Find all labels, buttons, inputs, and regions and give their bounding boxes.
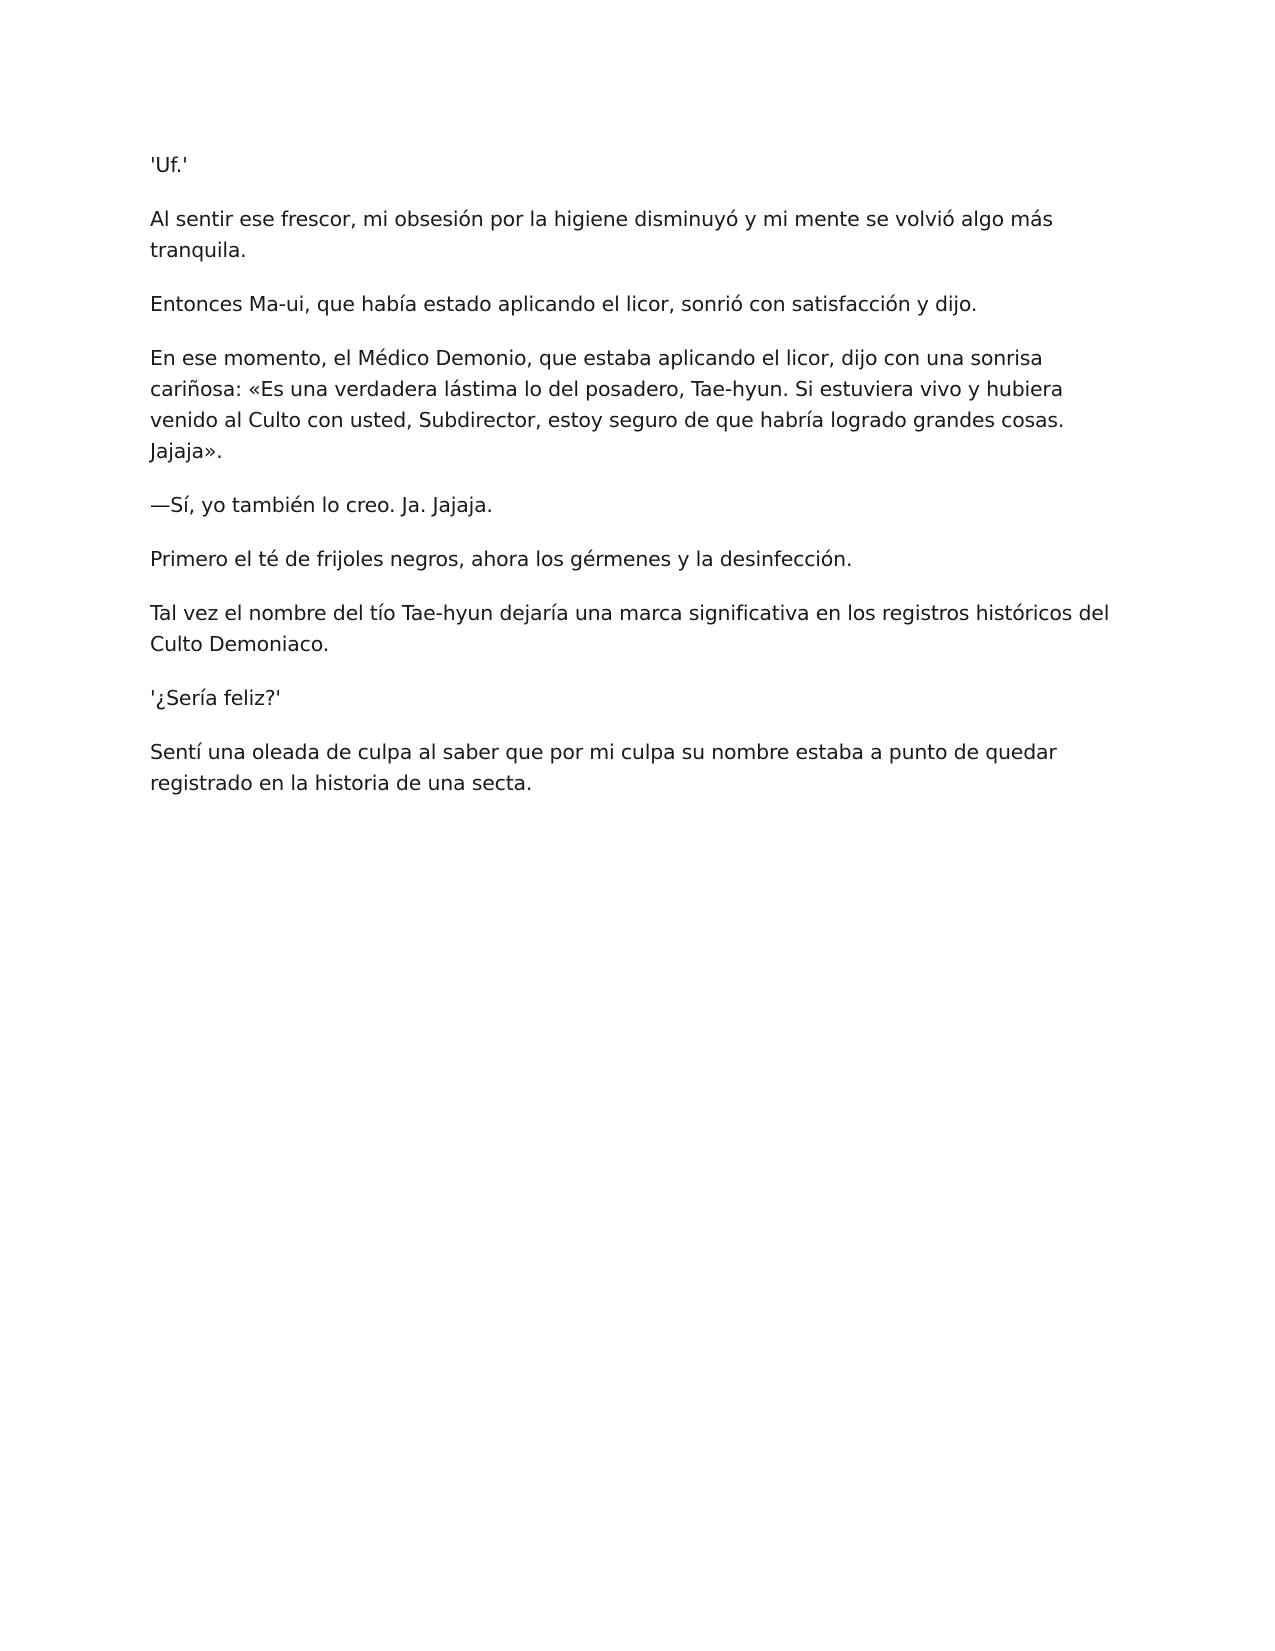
paragraph: En ese momento, el Médico Demonio, que estaba aplicando el licor, dijo con una sonrisa cariñosa: «Es una verdadera lástima lo del posadero, Tae-hyun. Si estuviera vivo y hubiera venido al Culto con usted, Subdirector, estoy seguro de que habría logrado grandes cosas. Jajaja».	[150, 346, 1065, 463]
paragraph: Entonces Ma-ui, que había estado aplicando el licor, sonrió con satisfacción y dijo.	[150, 292, 978, 316]
paragraph: 'Uf.'	[150, 153, 188, 177]
paragraph: '¿Sería feliz?'	[150, 686, 281, 710]
paragraph: Tal vez el nombre del tío Tae-hyun dejaría una marca significativa en los registros históricos del Culto Demoniaco.	[150, 601, 1110, 656]
paragraph: Al sentir ese frescor, mi obsesión por la higiene disminuyó y mi mente se volvió algo más tranquila.	[150, 207, 1053, 262]
paragraph: Sentí una oleada de culpa al saber que por mi culpa su nombre estaba a punto de quedar registrado en la historia de una secta.	[150, 740, 1057, 795]
document-body	[150, 150, 1110, 822]
paragraph: Primero el té de frijoles negros, ahora los gérmenes y la desinfección.	[150, 547, 853, 571]
paragraph: —Sí, yo también lo creo. Ja. Jajaja.	[150, 493, 493, 517]
